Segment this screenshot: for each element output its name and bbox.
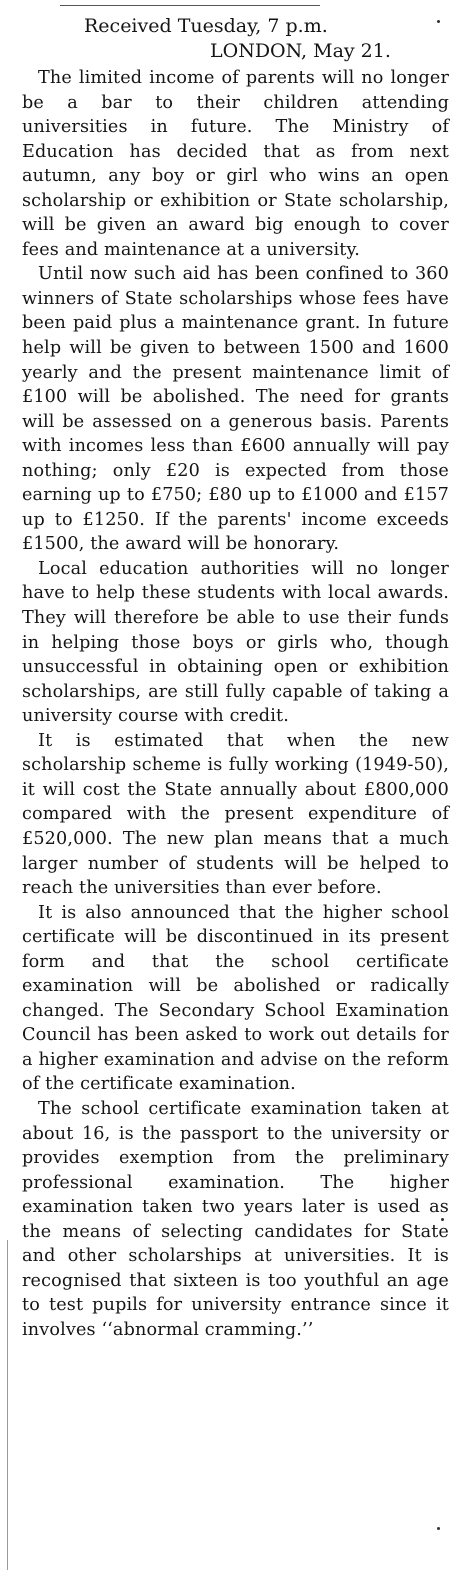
paragraph-5: It is also announced that the higher school certificate will be discontinued in its present form and that the school certificate examination will be abolished or radically changed. The Secondary School Examination Council has been asked to work out details for a higher examination and advise on the reform of the certificate examination. [22, 902, 449, 1095]
dateline-place: LONDON, May 21. [210, 40, 391, 62]
ink-speck [437, 1527, 440, 1530]
dateline-received: Received Tuesday, 7 p.m. [84, 15, 328, 37]
paragraph-4: It is estimated that when the new scholarship scheme is fully working (1949-50), it will cost the State annually about £800,000 compared with the present expenditure of £520,000. The new plan means that a much larger number of students will be helped to reach the universities than ever before. [22, 730, 449, 899]
ink-speck [441, 1218, 444, 1221]
page-fold-line [7, 1240, 8, 1570]
paragraph-6: The school certificate examination taken at about 16, is the passport to the university or provides exemption from the preliminary professional examination. The higher examination taken two years later is used as the means of selecting candidates for State and other scholarships at universities. It is recognised that sixteen is too youthful an age to test pupils for university entrance since it involves ‘‘abnormal cramming.’’ [22, 1098, 449, 1340]
paragraph-3: Local education authorities will no longer have to help these students with local awards. They will therefore be able to use their funds in helping those boys or girls who, though unsuccessful in obtaining open or exhibition scholarships, are still fully capable of taking a university course with credit. [22, 558, 449, 727]
article-body [22, 66, 449, 1342]
paragraph-2: Until now such aid has been confined to 360 winners of State scholarships whose fees have been paid plus a maintenance grant. In future help will be given to between 1500 and 1600 yearly and the present maintenance limit of £100 will be abolished. The need for grants will be assessed on a generous basis. Parents with incomes less than £600 annually will pay nothing; only £20 is expected from those earning up to £750; £80 up to £1000 and £157 up to £1250. If the parents' income exceeds £1500, the award will be honorary. [22, 264, 449, 555]
ink-speck [437, 20, 440, 23]
top-rule-divider [60, 0, 320, 6]
paragraph-1: The limited income of parents will no longer be a bar to their children attending universities in future. The Ministry of Education has decided that as from next autumn, any boy or girl who wins an open scholarship or exhibition or State scholarship, will be given an award big enough to cover fees and maintenance at a university. [22, 68, 449, 260]
